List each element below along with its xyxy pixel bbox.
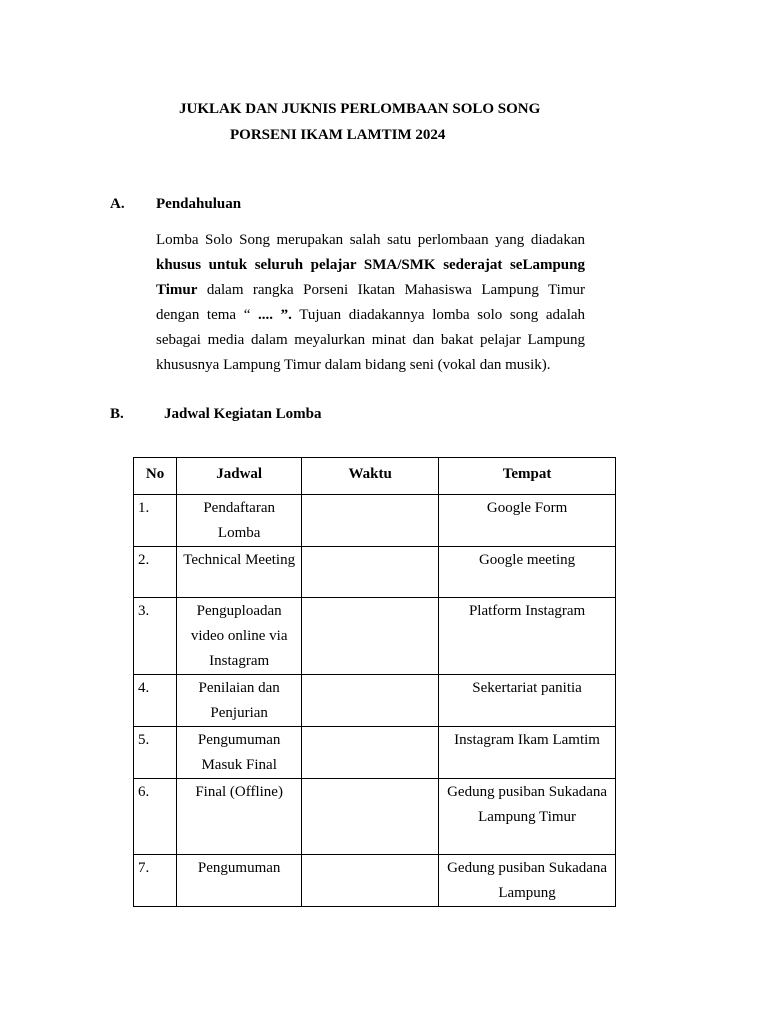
header-tempat: Tempat (439, 458, 616, 495)
header-waktu: Waktu (302, 458, 439, 495)
paragraph-bold-1: khusus untuk seluruh pelajar SMA/SMK sederajat seLampung Timur (156, 257, 585, 298)
paragraph-text-1: Lomba Solo Song merupakan salah satu perlombaan yang diadakan (156, 232, 585, 248)
row-no: 5. (134, 727, 177, 779)
section-b-heading: Jadwal Kegiatan Lomba (164, 406, 322, 422)
row-tempat: Platform Instagram (439, 598, 616, 675)
paragraph-text-3: Tujuan diadakannya lomba solo song adalah sebagai media dalam meyalurkan minat dan bakat pelajar Lampung khususnya Lampung Timur dalam bidang seni (vokal dan musik). (156, 307, 586, 373)
row-no: 7. (134, 855, 177, 907)
row-jadwal: Penilaian dan Penjurian (177, 675, 302, 727)
row-no: 4. (134, 675, 177, 727)
row-waktu (302, 495, 439, 547)
document-title-line2: PORSENI IKAM LAMTIM 2024 (230, 127, 446, 143)
row-tempat: Sekertariat panitia (439, 675, 616, 727)
row-tempat: Gedung pusiban Sukadana Lampung Timur (439, 779, 616, 855)
row-jadwal: Pengumuman Masuk Final (177, 727, 302, 779)
row-tempat: Google Form (439, 495, 616, 547)
row-jadwal: Penguploadan video online via Instagram (177, 598, 302, 675)
row-waktu (302, 675, 439, 727)
row-tempat: Google meeting (439, 547, 616, 598)
row-jadwal: Pendaftaran Lomba (177, 495, 302, 547)
section-b-letter: B. (110, 406, 124, 422)
table-row (134, 495, 616, 547)
row-no: 6. (134, 779, 177, 855)
paragraph-bold-2: .... ”. (257, 307, 292, 323)
schedule-table (133, 457, 616, 907)
document-title-line1: JUKLAK DAN JUKNIS PERLOMBAAN SOLO SONG (179, 101, 541, 117)
table-row (134, 547, 616, 598)
row-waktu (302, 779, 439, 855)
section-a-letter: A. (110, 196, 125, 212)
row-jadwal: Technical Meeting (177, 547, 302, 598)
paragraph-text-2: dalam rangka Porseni Ikatan Mahasiswa Lampung Timur dengan tema “ (156, 282, 585, 323)
table-row (134, 598, 616, 675)
row-jadwal: Final (Offline) (177, 779, 302, 855)
row-waktu (302, 547, 439, 598)
row-waktu (302, 727, 439, 779)
row-waktu (302, 855, 439, 907)
row-jadwal: Pengumuman (177, 855, 302, 907)
row-no: 1. (134, 495, 177, 547)
header-no: No (134, 458, 177, 495)
row-tempat: Instagram Ikam Lamtim (439, 727, 616, 779)
table-row (134, 727, 616, 779)
table-header-row (134, 458, 616, 495)
introduction-paragraph (156, 228, 585, 378)
table-row (134, 855, 616, 907)
header-jadwal: Jadwal (177, 458, 302, 495)
row-waktu (302, 598, 439, 675)
table-row (134, 675, 616, 727)
row-no: 2. (134, 547, 177, 598)
table-row (134, 779, 616, 855)
row-no: 3. (134, 598, 177, 675)
row-tempat: Gedung pusiban Sukadana Lampung (439, 855, 616, 907)
section-a-heading: Pendahuluan (156, 196, 242, 212)
